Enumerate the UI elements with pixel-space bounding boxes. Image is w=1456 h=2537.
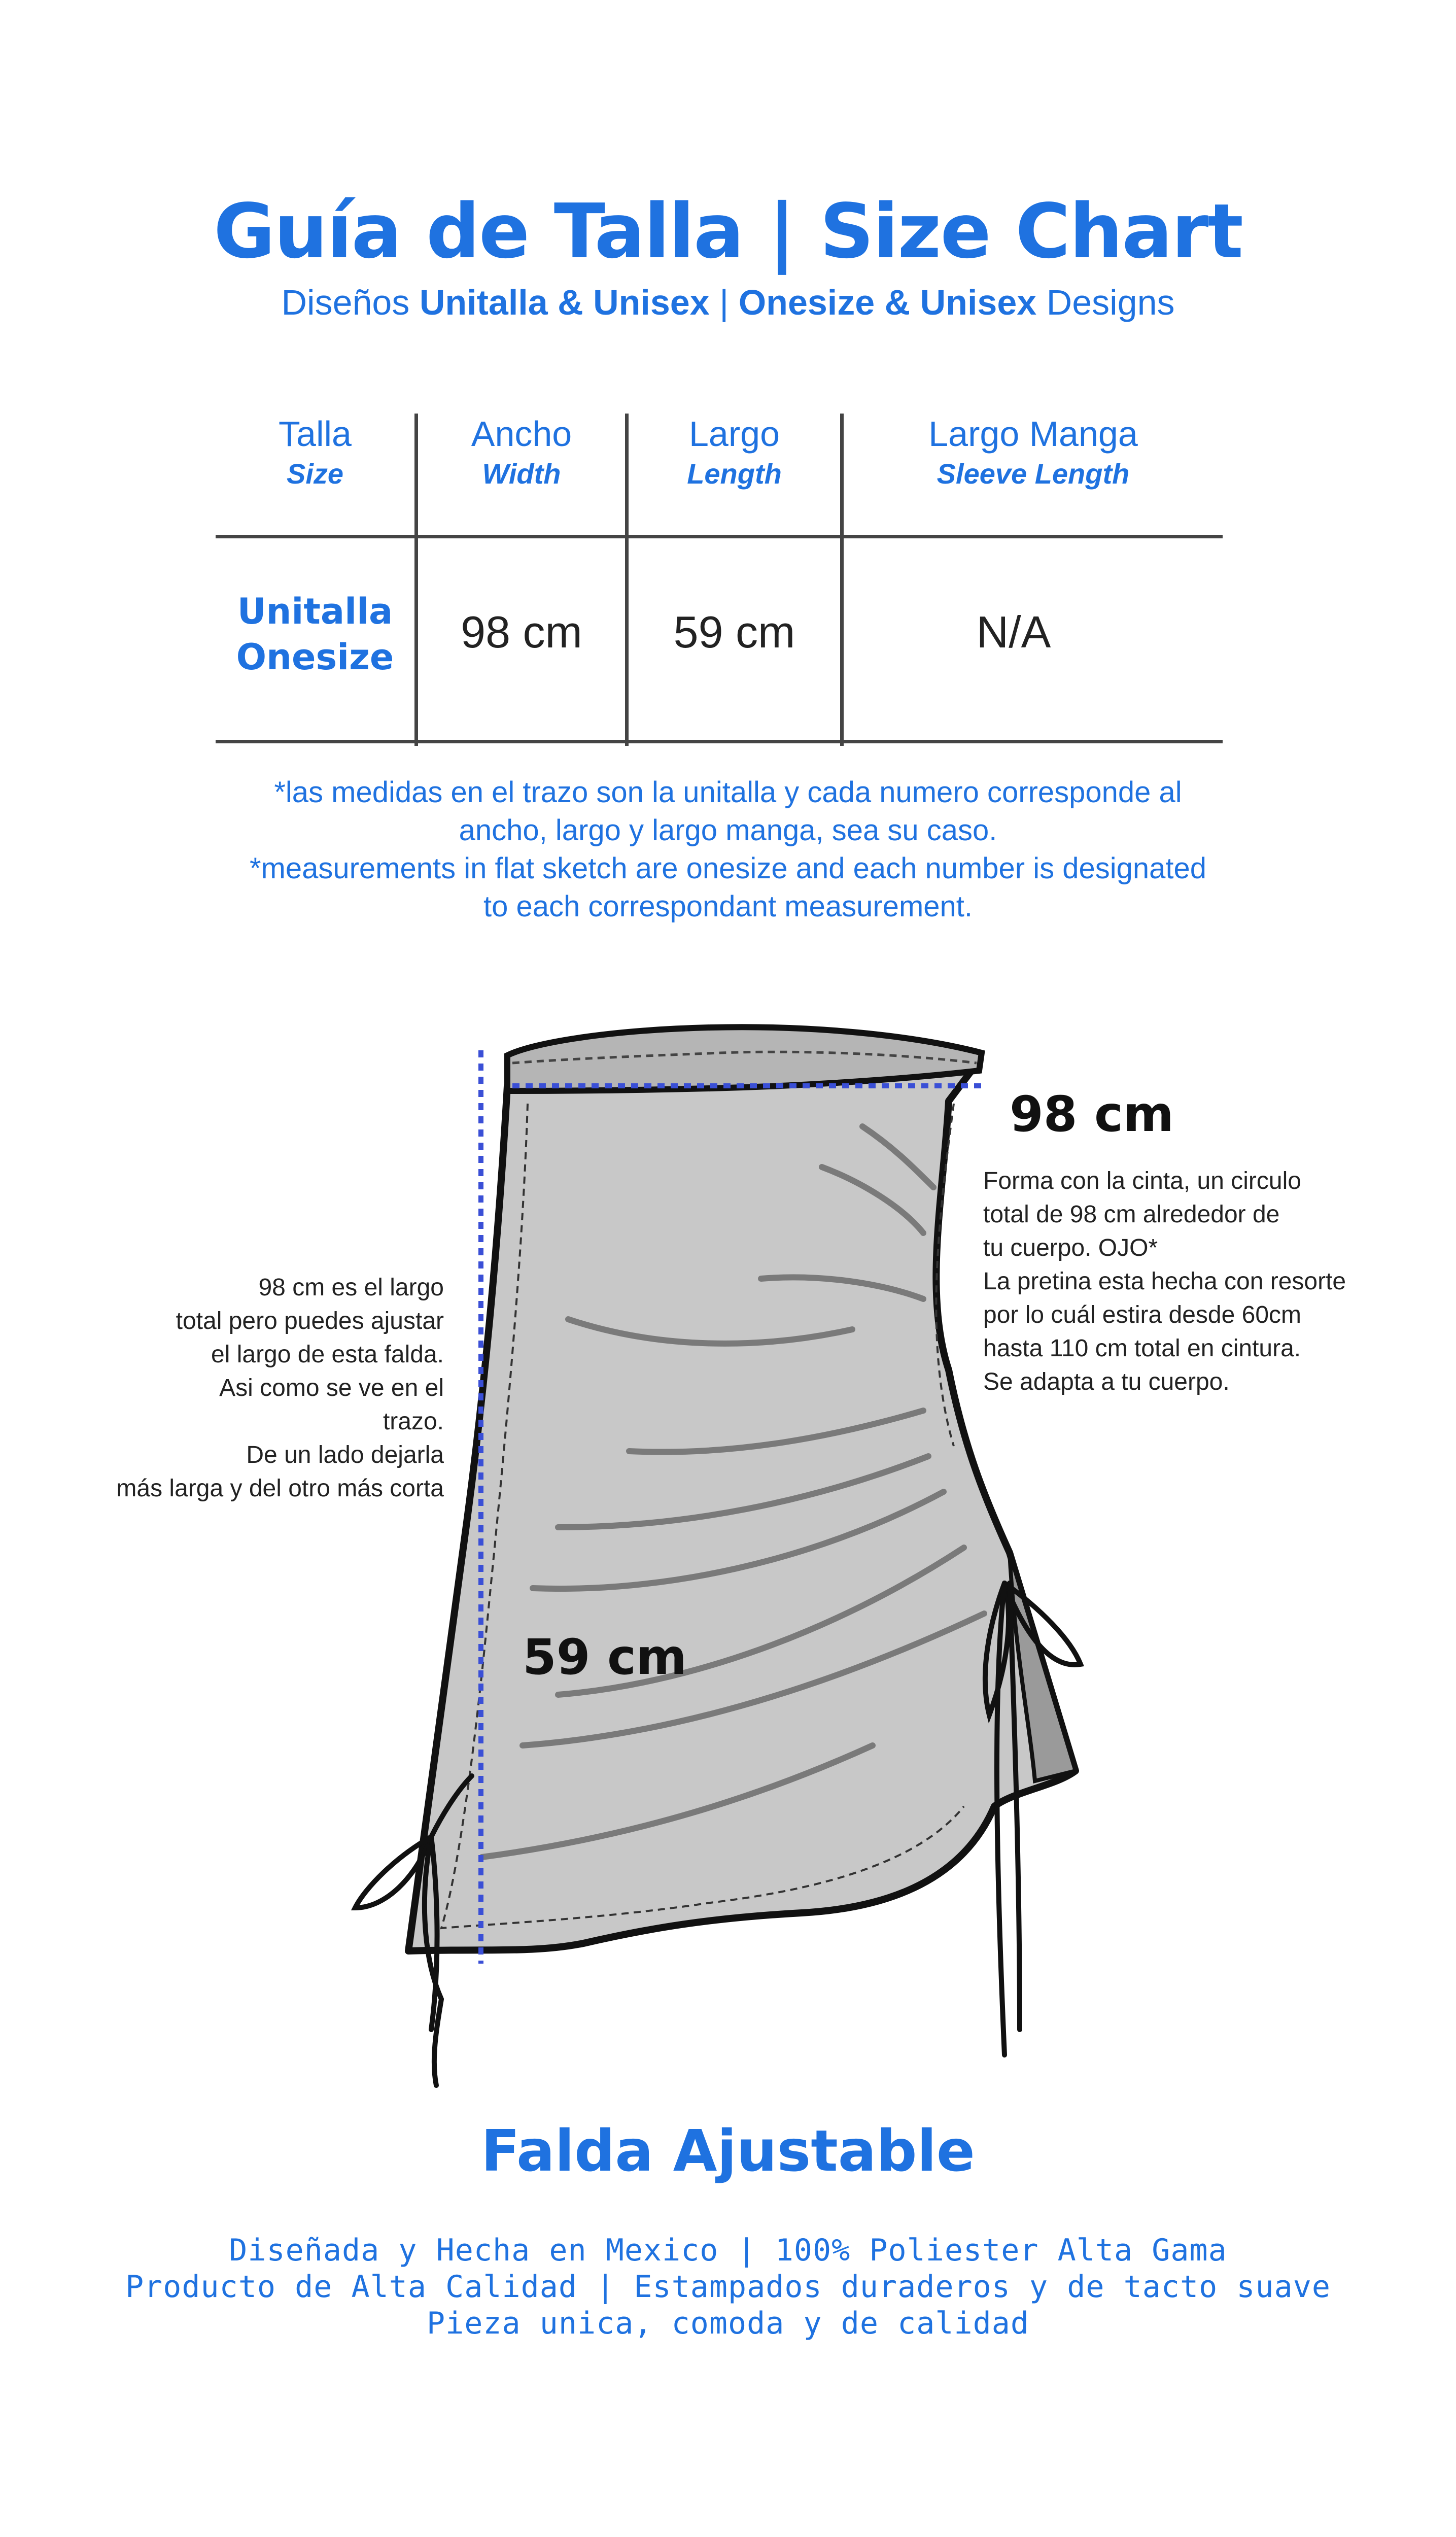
table-divider <box>414 414 418 746</box>
length-measure-label: 59 cm <box>523 1629 687 1686</box>
table-bottom-rule <box>216 740 1223 743</box>
product-title: Falda Ajustable <box>481 2118 975 2184</box>
page-title: Guía de Talla | Size Chart <box>214 188 1242 275</box>
header-size <box>216 414 414 490</box>
width-measure-label: 98 cm <box>1010 1086 1174 1143</box>
product-info-line: Diseñada y Hecha en Mexico | 100% Poliester Alta Gama <box>229 2233 1227 2268</box>
row-label-en: Onesize <box>236 636 394 678</box>
row-label-es: Unitalla <box>237 591 393 632</box>
subtitle-post: Designs <box>1036 283 1175 322</box>
table-header-rule <box>216 535 1223 538</box>
note-line: to each correspondant measurement. <box>483 890 973 923</box>
note-line: ancho, largo y largo manga, sea su caso. <box>459 814 997 847</box>
product-info-line: Producto de Alta Calidad | Estampados duraderos y de tacto suave <box>125 2269 1331 2305</box>
cell-width: 98 cm <box>461 607 582 657</box>
header-length <box>629 414 840 490</box>
product-info-line: Pieza unica, comoda y de calidad <box>427 2306 1029 2341</box>
subtitle-pre: Diseños <box>281 283 420 322</box>
header-width-es: Ancho <box>471 414 572 454</box>
header-sleeve-en: Sleeve Length <box>937 458 1130 490</box>
header-size-es: Talla <box>279 414 352 454</box>
row-label <box>216 589 414 680</box>
table-divider <box>625 414 629 746</box>
cell-length: 59 cm <box>673 607 795 657</box>
header-sleeve-es: Largo Manga <box>928 414 1138 454</box>
subtitle-separator: | <box>709 283 739 322</box>
subtitle-onesize: Onesize & Unisex <box>738 283 1037 322</box>
waist-description: Forma con la cinta, un circulo total de 98 cm alrededor de tu cuerpo. OJO* La pretina esta hecha con resorte por lo cuál estira desde 60cm hasta 110 cm total en cintura. Se adapta a tu cuerpo. <box>983 1168 1346 1395</box>
subtitle-unitalla: Unitalla & Unisex <box>419 283 710 322</box>
header-width-en: Width <box>482 458 561 490</box>
header-length-es: Largo <box>688 414 780 454</box>
header-sleeve <box>844 414 1223 490</box>
page-subtitle <box>0 282 1456 323</box>
header-width <box>418 414 625 490</box>
note-line: *measurements in flat sketch are onesize and each number is designated <box>249 852 1207 885</box>
cell-sleeve: N/A <box>976 607 1051 657</box>
table-divider <box>840 414 844 746</box>
skirt-sketch <box>0 964 1456 2106</box>
header-size-en: Size <box>286 458 344 490</box>
skirt-body <box>408 1039 1076 1951</box>
length-description: 98 cm es el largo total pero puedes ajustar el largo de esta falda. Asi como se ve en el trazo. De un lado dejarla más larga y del otro más corta <box>116 1274 444 1502</box>
header-length-en: Length <box>687 458 782 490</box>
note-line: *las medidas en el trazo son la unitalla y cada numero corresponde al <box>274 776 1182 809</box>
